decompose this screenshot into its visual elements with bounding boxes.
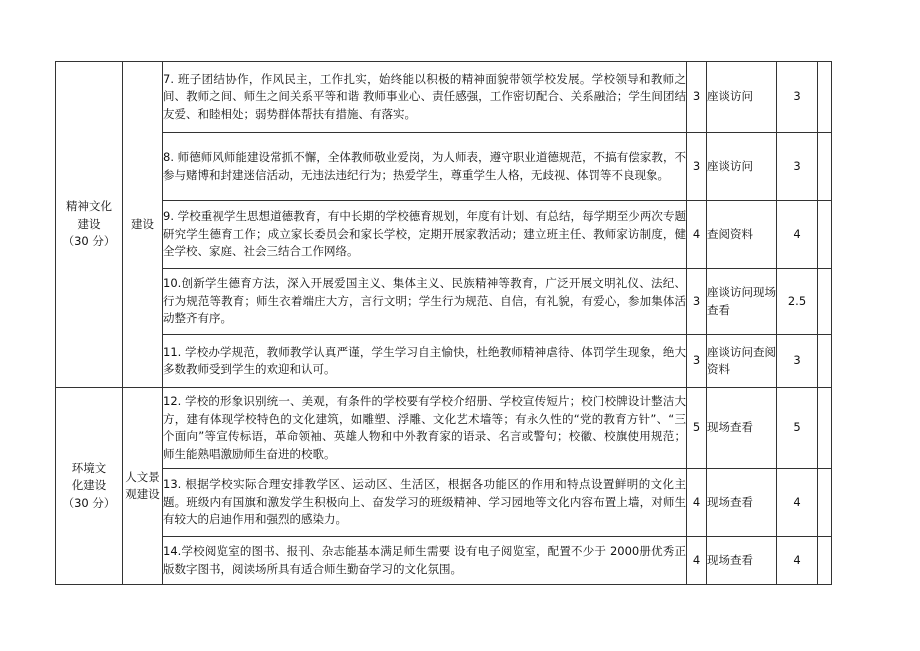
subcategory-landscape: 人文景 观建设: [123, 388, 163, 585]
table-row: [56, 388, 832, 469]
item-method: 现场查看: [707, 469, 777, 537]
blank-cell: [818, 469, 832, 537]
item-score: 2.5: [777, 269, 818, 335]
item-score: 3: [777, 335, 818, 388]
item-points: 3: [687, 335, 707, 388]
item-method: 座谈访问现场查看: [707, 269, 777, 335]
table-row: [56, 62, 832, 133]
item-method: 现场查看: [707, 388, 777, 469]
table-row: [56, 269, 832, 335]
item-score: 4: [777, 201, 818, 269]
table-row: [56, 537, 832, 585]
item-points: 3: [687, 133, 707, 201]
item-content: 10.创新学生德育方法，深入开展爱国主义、集体主义、民族精神等教育，广泛开展文明礼仪、法纪、行为规范等教育；师生衣着端庄大方，言行文明；学生行为规范、自信，有礼貌，有爱心，参加集体活动整齐有序。: [163, 269, 687, 335]
item-points: 4: [687, 469, 707, 537]
item-method: 座谈访问查阅资料: [707, 335, 777, 388]
item-content: 12. 学校的形象识别统一、美观，有条件的学校要有学校介绍册、学校宣传短片；校门校牌设计整洁大方，建有体现学校特色的文化建筑，如雕塑、浮雕、文化艺术墙等；有永久性的“党的教育方针”、“三个面向”等宣传标语，革命领袖、英雄人物和中外教育家的语录、名言或警句；校徽、校旗使用规范；师生能熟唱激励师生奋进的校歌。: [163, 388, 687, 469]
blank-cell: [818, 269, 832, 335]
item-method: 查阅资料: [707, 201, 777, 269]
item-points: 4: [687, 201, 707, 269]
item-score: 5: [777, 388, 818, 469]
table-row: [56, 201, 832, 269]
blank-cell: [818, 537, 832, 585]
item-content: 14.学校阅览室的图书、报刊、杂志能基本满足师生需要 设有电子阅览室，配置不少于 2000册优秀正版数字图书，阅读场所具有适合师生勤奋学习的文化氛围。: [163, 537, 687, 585]
table-row: [56, 335, 832, 388]
item-points: 3: [687, 269, 707, 335]
item-content: 9. 学校重视学生思想道德教育，有中长期的学校德育规划，年度有计划、有总结，每学期至少两次专题研究学生德育工作；成立家长委员会和家长学校，定期开展家教活动；建立班主任、教师家访制度，健全学校、家庭、社会三结合工作网络。: [163, 201, 687, 269]
blank-cell: [818, 62, 832, 133]
item-method: 现场查看: [707, 537, 777, 585]
item-content: 7. 班子团结协作，作风民主，工作扎实，始终能以积极的精神面貌带领学校发展。学校领导和教师之间、教师之间、师生之间关系平等和谐 教师事业心、责任感强，工作密切配合、关系融洽；学生间团结友爱、和睦相处；弱势群体帮扶有措施、有落实。: [163, 62, 687, 133]
category-environment-culture: 环境文 化建设 （30 分）: [56, 388, 123, 585]
item-content: 11. 学校办学规范，教师教学认真严谨，学生学习自主愉快，杜绝教师精神虐待、体罚学生现象，绝大多数教师受到学生的欢迎和认可。: [163, 335, 687, 388]
item-points: 4: [687, 537, 707, 585]
blank-cell: [818, 335, 832, 388]
item-score: 3: [777, 133, 818, 201]
item-score: 4: [777, 469, 818, 537]
table-row: [56, 133, 832, 201]
item-points: 5: [687, 388, 707, 469]
item-content: 8. 师德师风师能建设常抓不懈，全体教师敬业爱岗，为人师表，遵守职业道德规范，不搞有偿家教，不参与赌博和封建迷信活动，无违法违纪行为；热爱学生，尊重学生人格，无歧视、体罚等不良现象。: [163, 133, 687, 201]
item-method: 座谈访问: [707, 133, 777, 201]
item-content: 13. 根据学校实际合理安排教学区、运动区、生活区，根据各功能区的作用和特点设置鲜明的文化主题。班级内有国旗和激发学生积极向上、奋发学习的班级精神、学习园地等文化内容布置上墙，对师生有较大的启迪作用和强烈的感染力。: [163, 469, 687, 537]
item-points: 3: [687, 62, 707, 133]
evaluation-table: [55, 61, 832, 585]
item-score: 3: [777, 62, 818, 133]
blank-cell: [818, 388, 832, 469]
subcategory-spirit: 建设: [123, 62, 163, 388]
item-method: 座谈访问: [707, 62, 777, 133]
category-spirit-culture: 精神文化 建设 （30 分）: [56, 62, 123, 388]
blank-cell: [818, 201, 832, 269]
item-score: 4: [777, 537, 818, 585]
blank-cell: [818, 133, 832, 201]
table-row: [56, 469, 832, 537]
